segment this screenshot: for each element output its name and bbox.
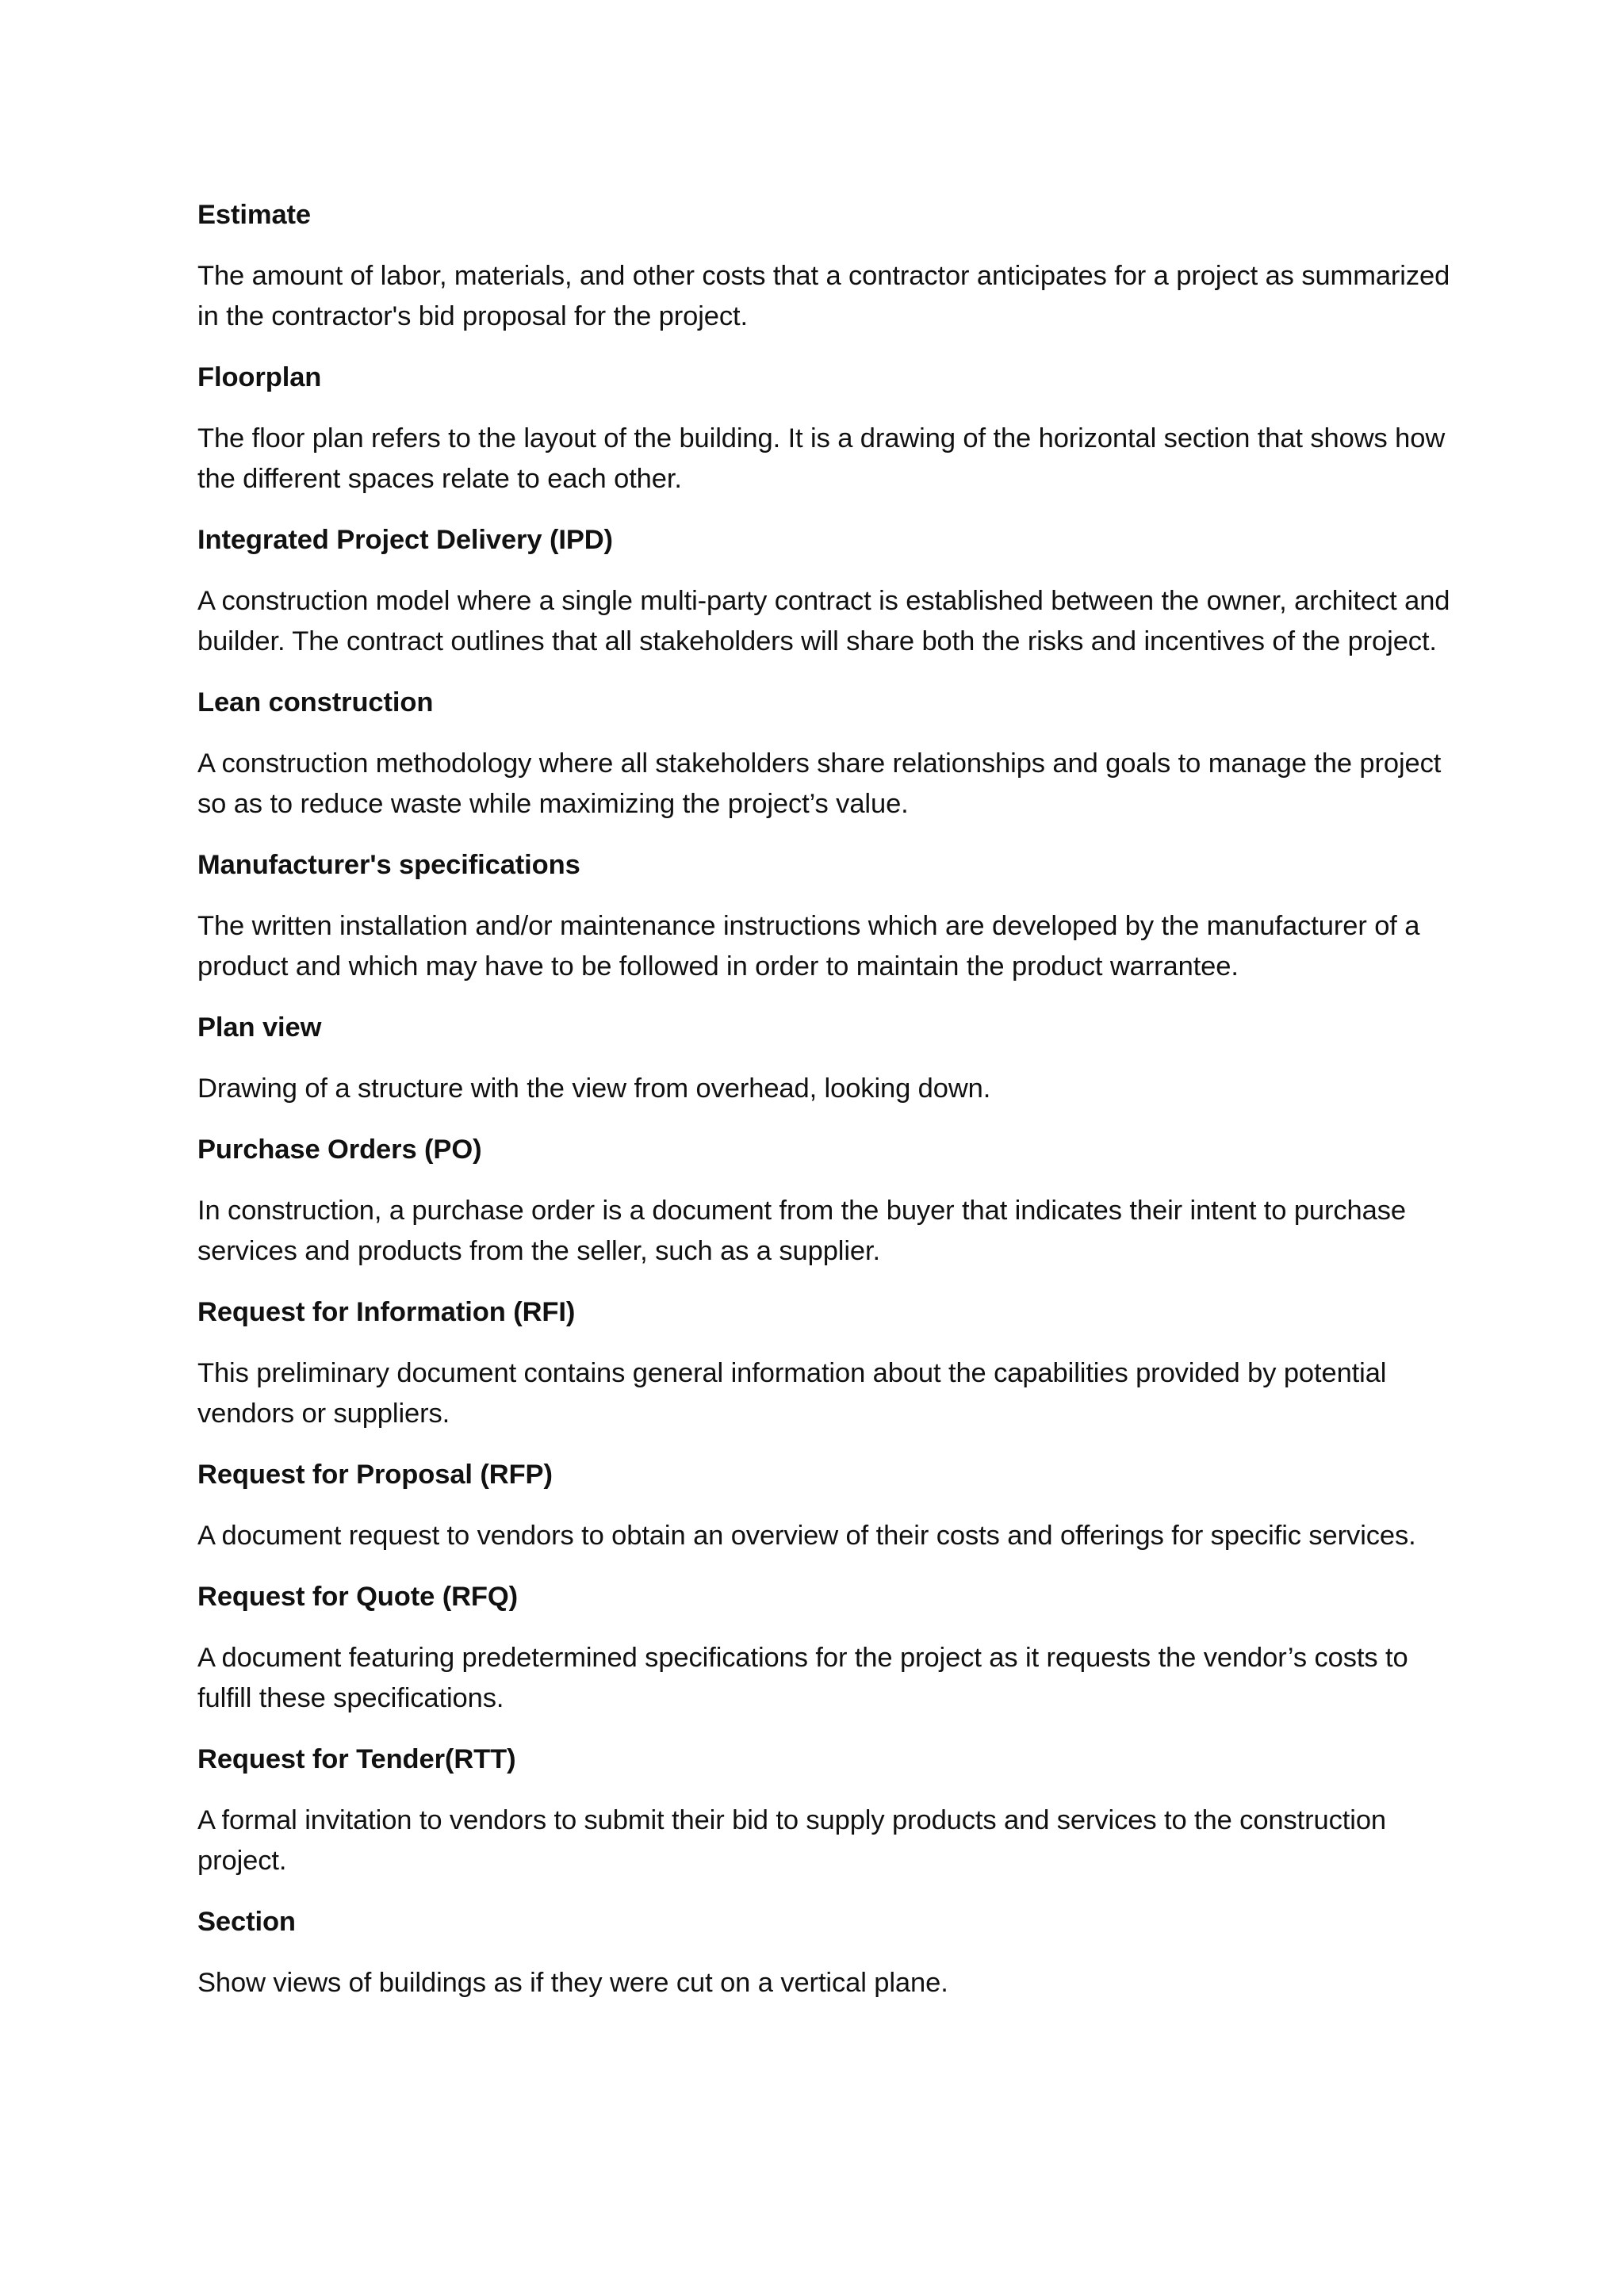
glossary-definition: A construction model where a single multi-party contract is established between the owner, architect and builder. The contract outlines that all stakeholders will share both the risks and incentives of the project. [197,586,1450,656]
glossary-entry [197,358,1450,499]
glossary-entry [197,1130,1450,1272]
glossary-definition: The amount of labor, materials, and other costs that a contractor anticipates for a project as summarized in the contractor's bid proposal for the project. [197,261,1450,331]
glossary-definition: A formal invitation to vendors to submit their bid to supply products and services to the construction project. [197,1805,1386,1876]
glossary-term: Request for Quote (RFQ) [197,1582,519,1612]
glossary-entry [197,1292,1450,1434]
glossary-term: Section [197,1907,296,1937]
glossary-definition: A document request to vendors to obtain an overview of their costs and offerings for specific services. [197,1521,1416,1551]
glossary-definition: A document featuring predetermined specifications for the project as it requests the vendor’s costs to fulfill these specifications. [197,1643,1408,1713]
glossary-entry [197,683,1450,825]
glossary-list [197,195,1450,2024]
glossary-definition: A construction methodology where all stakeholders share relationships and goals to manage the project so as to reduce waste while maximizing the project’s value. [197,748,1442,819]
glossary-entry [197,1902,1450,2003]
glossary-entry [197,1739,1450,1881]
glossary-term: Purchase Orders (PO) [197,1135,482,1165]
glossary-definition: The floor plan refers to the layout of the building. It is a drawing of the horizontal section that shows how the different spaces relate to each other. [197,423,1446,494]
glossary-entry [197,1008,1450,1109]
glossary-term: Manufacturer's specifications [197,850,580,880]
glossary-entry [197,845,1450,987]
glossary-term: Request for Tender(RTT) [197,1744,516,1774]
glossary-definition: This preliminary document contains general information about the capabilities provided by potential vendors or suppliers. [197,1358,1387,1429]
glossary-entry [197,1577,1450,1719]
glossary-entry [197,520,1450,662]
glossary-term: Lean construction [197,687,434,718]
glossary-definition: In construction, a purchase order is a document from the buyer that indicates their intent to purchase services and products from the seller, such as a supplier. [197,1196,1406,1266]
glossary-term: Integrated Project Delivery (IPD) [197,525,613,555]
glossary-entry [197,1455,1450,1556]
glossary-term: Request for Proposal (RFP) [197,1460,553,1490]
glossary-definition: Show views of buildings as if they were cut on a vertical plane. [197,1968,948,1998]
glossary-term: Floorplan [197,362,322,392]
glossary-definition: The written installation and/or maintenance instructions which are developed by the manufacturer of a product and which may have to be followed in order to maintain the product warrantee. [197,911,1420,982]
glossary-entry [197,195,1450,337]
glossary-term: Plan view [197,1012,322,1043]
glossary-term: Request for Information (RFI) [197,1297,576,1327]
glossary-definition: Drawing of a structure with the view from overhead, looking down. [197,1073,991,1104]
glossary-term: Estimate [197,200,312,230]
